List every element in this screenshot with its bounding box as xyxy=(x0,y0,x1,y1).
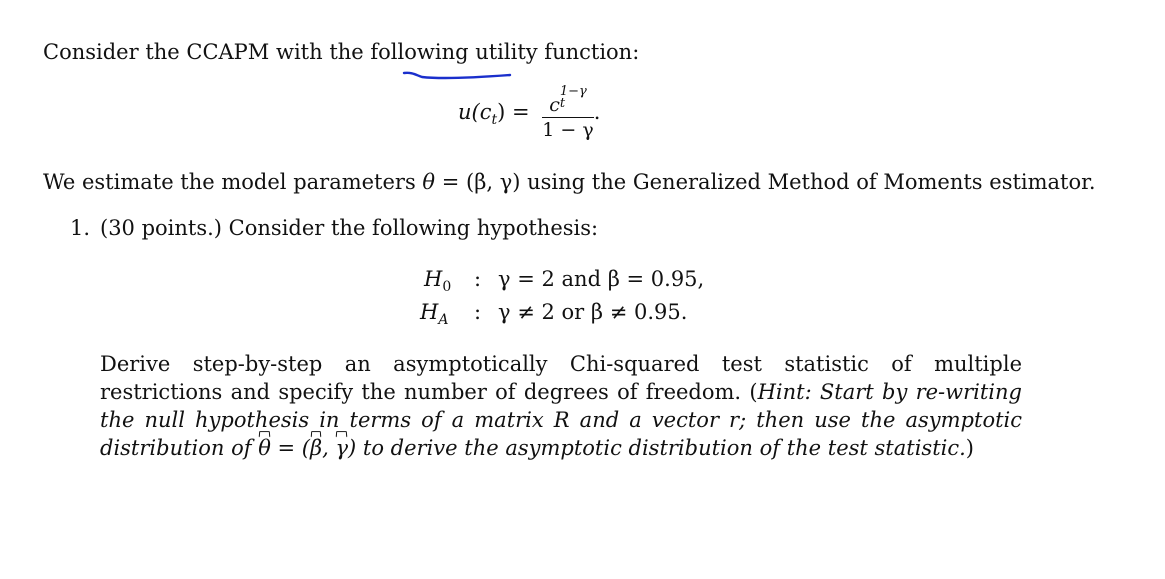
utility-lhs-subscript: t xyxy=(491,112,498,128)
h0-statement: γ = 2 and β = 0.95, xyxy=(498,267,705,291)
utility-numerator xyxy=(542,86,593,118)
estimate-text-a: We estimate the model parameters xyxy=(43,170,423,194)
task-paragraph xyxy=(100,350,1022,462)
hint-text-b: = ( xyxy=(270,436,310,460)
ha-label xyxy=(420,298,448,334)
beta-hat-symbol: β xyxy=(309,436,323,460)
h0-colon: : xyxy=(474,267,482,291)
task-text: Derive step-by-step an asymptotically Chi-squared test statistic of multiple restrictions and specify the number of degrees of freedom. ( xyxy=(100,352,1022,404)
ha-letter: H xyxy=(420,300,439,324)
intro-text: Consider the CCAPM with the following utility function: xyxy=(43,40,640,64)
theta-hat-symbol: θ xyxy=(258,436,271,460)
utility-denominator: 1 − γ xyxy=(542,119,594,141)
hint-text-a: Hint: Start by re-writing the null hypothesis in terms of a matrix R and a vector r; then use the asymptotic distribution of xyxy=(100,380,1022,460)
ha-subscript: A xyxy=(438,312,449,328)
ink-stroke xyxy=(404,73,510,78)
theta-symbol: θ xyxy=(422,170,436,194)
gamma-hat-symbol: γ xyxy=(335,436,349,460)
num-subscript: t xyxy=(559,96,566,111)
hint-text-c: ) to derive the asymptotic distribution of the test statistic. xyxy=(348,436,966,460)
num-superscript: 1−γ xyxy=(559,84,587,99)
ink-underline-annotation xyxy=(400,66,516,84)
h0-label xyxy=(424,265,451,301)
num-base: c xyxy=(549,94,560,116)
utility-lhs-close: ) = xyxy=(497,100,530,124)
h0-letter: H xyxy=(424,267,443,291)
ha-statement: γ ≠ 2 or β ≠ 0.95. xyxy=(498,300,688,324)
estimate-text-b: = (β, γ) using the Generalized Method of Moments estimator. xyxy=(435,170,1096,194)
utility-equation xyxy=(458,86,600,141)
h0-subscript: 0 xyxy=(442,279,452,295)
estimation-sentence xyxy=(43,168,1096,196)
ha-colon: : xyxy=(474,300,482,324)
hint-comma: , xyxy=(322,436,336,460)
utility-fraction xyxy=(542,86,593,141)
utility-lhs: u(c xyxy=(458,100,492,124)
question-text: (30 points.) Consider the following hypothesis: xyxy=(100,216,599,240)
task-close-paren: ) xyxy=(965,436,974,460)
utility-period: . xyxy=(593,100,601,124)
question-number: 1. xyxy=(70,216,91,240)
